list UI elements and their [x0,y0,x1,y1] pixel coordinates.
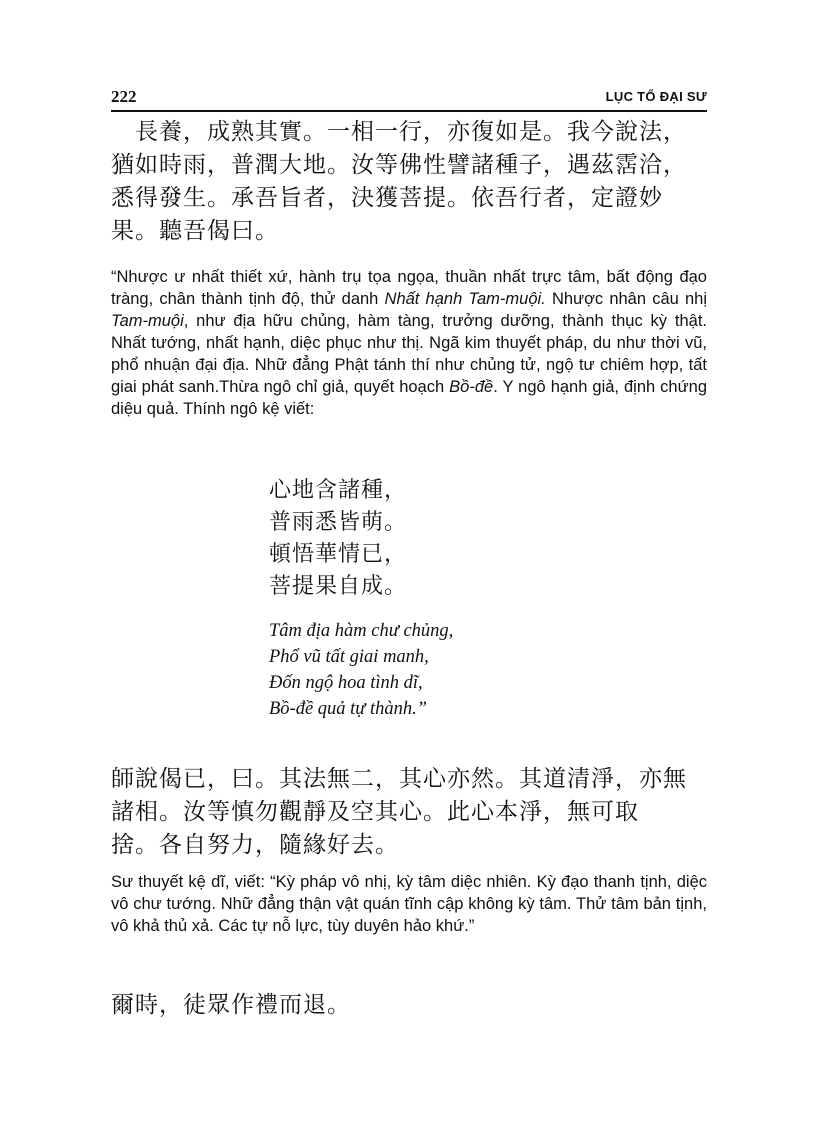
running-title: LỤC TỔ ĐẠI SƯ [605,89,707,104]
chinese-passage-2 [111,763,707,862]
chinese-passage-1 [111,116,707,248]
verse-line: 心地含諸種， [269,478,408,503]
chinese-line: 捨。各自努力，隨緣好去。 [111,832,399,858]
vietnamese-passage-1 [111,266,707,420]
chinese-line: 猶如時雨，普潤大地。汝等佛性譬諸種子，遇茲霑洽， [111,152,687,178]
vietnamese-passage-2: Sư thuyết kệ dĩ, viết: “Kỳ pháp vô nhị, kỳ tâm diệc nhiên. Kỳ đạo thanh tịnh, diệc vô chư tướng. Nhữ đẳng thận vật quán tĩnh cập không kỳ tâm. Thử tâm bản tịnh, vô khả thủ xả. Các tự nỗ lực, tùy duyên hảo khứ.” [111,873,707,935]
italic-term: Bồ-đề [449,378,494,396]
text-run: “Nhược ư nhất thiết xứ, hành trụ tọa ngọa, thuần nhất trực tâm, bất động đạo tràng, chân thành tịnh độ, thử danh [111,268,707,308]
verse-line: Đốn ngộ hoa tình dĩ, [269,673,423,693]
text-run: , như địa hữu chủng, hàm tàng, trưởng dưỡng, thành thục kỳ thật. Nhất tướng, nhất hạnh, diệc phục như thị. Ngã kim thuyết pháp, du như thời vũ, phổ nhuận đại địa. Nhữ đẳng Phật tánh thí như chủng tử, ngộ tư chiêm hợp, tất giai phát sanh.Thừa ngô chỉ giả, quyết hoạch [111,312,707,396]
chinese-line: 悉得發生。承吾旨者，決獲菩提。依吾行者，定證妙 [111,185,663,211]
verse-line: Tâm địa hàm chư chủng, [269,621,454,641]
text-run: Nhược nhân câu nhị [545,290,707,308]
chinese-passage-3 [111,989,707,1022]
verse-line: Bồ-đề quả tự thành.” [269,699,428,719]
page-number: 222 [111,87,137,106]
chinese-line: 長養，成熟其實。一相一行，亦復如是。我今說法， [111,119,687,145]
chinese-line: 諸相。汝等慎勿觀靜及空其心。此心本淨，無可取 [111,799,639,825]
italic-term: Nhất hạnh Tam-muội. [384,290,546,308]
verse-line: 普雨悉皆萌。 [269,510,408,535]
verse-line: Phổ vũ tất giai manh, [269,647,429,667]
vietnamese-verse [269,618,453,722]
italic-term: Tam-muội [111,312,184,330]
chinese-line: 爾時，徒眾作禮而退。 [111,992,351,1018]
chinese-line: 師說偈已，曰。其法無二，其心亦然。其道清淨，亦無 [111,766,687,792]
chinese-line: 果。聽吾偈曰。 [111,218,279,244]
verse-line: 菩提果自成。 [269,574,408,599]
page-header [111,86,707,112]
chinese-verse [269,475,407,603]
verse-line: 頓悟華情已， [269,542,408,567]
text-run: . Y ngô hạnh giả, định chứng diệu quả. Thính ngô kệ viết: [111,378,708,418]
